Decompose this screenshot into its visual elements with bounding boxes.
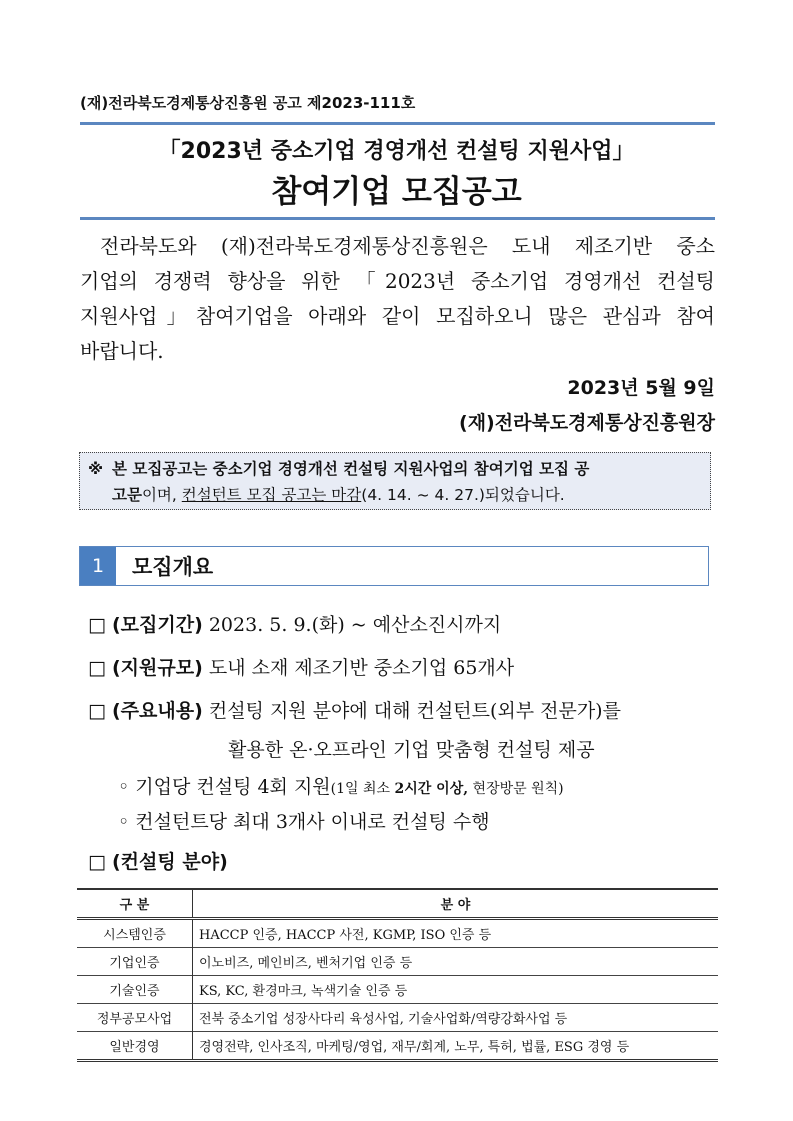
page-title: 참여기업 모집공고 [271, 174, 522, 210]
sub-note: (1일 최소 [330, 781, 395, 797]
category-cell: 기술인증 [77, 976, 193, 1004]
table-row [77, 1004, 718, 1032]
field-cell: 경영전략, 인사조직, 마케팅/영업, 재무/회계, 노무, 특허, 법률, ESG 경영 등 [193, 1032, 719, 1061]
table-row [77, 948, 718, 976]
note-text: (4. 14. ~ 4. 27.)되었습니다. [361, 486, 565, 504]
category-cell: 일반경영 [77, 1032, 193, 1061]
item-text: 2023. 5. 9.(화) ~ 예산소진시까지 [208, 614, 502, 636]
category-cell: 기업인증 [77, 948, 193, 976]
field-cell: KS, KC, 환경마크, 녹색기술 인증 등 [193, 976, 719, 1004]
column-header: 분 야 [193, 889, 719, 919]
sub-text: 컨설턴트당 최대 3개사 이내로 컨설팅 수행 [135, 811, 490, 833]
sub-note: 현장방문 원칙) [468, 781, 564, 797]
item-label: (모집기간) [112, 614, 203, 636]
title-line1: 「2023년 중소기업 경영개선 컨설팅 지원사업」 [158, 139, 635, 164]
intro-line: 지원사업」참여기업을 아래와 같이 모집하오니 많은 관심과 참여 [80, 304, 715, 328]
field-cell: 전북 중소기업 성장사다리 육성사업, 기술사업화/역량강화사업 등 [193, 1004, 719, 1032]
divider [80, 217, 715, 220]
checkbox-icon: □ [88, 614, 106, 636]
table-row [77, 976, 718, 1004]
item-text: 도내 소재 제조기반 중소기업 65개사 [208, 657, 515, 679]
sub-note-bold: 2시간 이상, [394, 781, 469, 797]
sub-text: 기업당 컨설팅 4회 지원 [135, 776, 331, 798]
field-cell: HACCP 인증, HACCP 사전, KGMP, ISO 인증 등 [193, 919, 719, 948]
list-item [88, 847, 228, 874]
divider [80, 122, 715, 125]
fields-table [77, 888, 718, 1062]
note-bold: 고문 [112, 486, 142, 504]
item-label: (주요내용) [112, 700, 203, 722]
list-item [88, 696, 621, 723]
intro-line: 기업의 경쟁력 향상을 위한 「2023년 중소기업 경영개선 컨설팅 [80, 269, 715, 293]
section-title: 모집개요 [132, 555, 214, 579]
note-underline: 컨설턴트 모집 공고는 마감 [181, 486, 362, 504]
intro-paragraph [80, 229, 715, 369]
bullet-icon: ◦ [118, 776, 130, 798]
list-item [88, 653, 514, 680]
note-line: 본 모집공고는 중소기업 경영개선 컨설팅 지원사업의 참여기업 모집 공 [112, 460, 590, 478]
intro-line: 전라북도와 (재)전라북도경제통상진흥원은 도내 제조기반 중소 [100, 234, 715, 258]
item-label: (컨설팅 분야) [112, 851, 228, 873]
sub-item [118, 772, 564, 799]
reference-mark-icon: ※ [88, 460, 104, 478]
category-cell: 시스템인증 [77, 919, 193, 948]
item-text: 컨설팅 지원 분야에 대해 컨설턴트(외부 전문가)를 [208, 700, 621, 722]
table-row [77, 1032, 718, 1061]
list-item [88, 610, 501, 637]
column-header: 구 분 [77, 889, 193, 919]
field-cell: 이노비즈, 메인비즈, 벤처기업 인증 등 [193, 948, 719, 976]
item-label: (지원규모) [112, 657, 203, 679]
item-continuation: 활용한 온·오프라인 기업 맞춤형 컨설팅 제공 [228, 739, 595, 761]
notice-box [79, 452, 711, 510]
bullet-icon: ◦ [118, 811, 130, 833]
note-text: 이며, [141, 486, 182, 504]
notice-number: (재)전라북도경제통상진흥원 공고 제2023-111호 [80, 94, 416, 112]
table-row [77, 919, 718, 948]
sub-item [118, 807, 490, 834]
checkbox-icon: □ [88, 851, 106, 873]
notice-date: 2023년 5월 9일 [567, 377, 715, 399]
section-heading [79, 546, 709, 586]
issuer: (재)전라북도경제통상진흥원장 [459, 412, 715, 434]
section-number: 1 [80, 547, 116, 585]
checkbox-icon: □ [88, 700, 106, 722]
category-cell: 정부공모사업 [77, 1004, 193, 1032]
intro-line: 바랍니다. [80, 339, 164, 363]
checkbox-icon: □ [88, 657, 106, 679]
